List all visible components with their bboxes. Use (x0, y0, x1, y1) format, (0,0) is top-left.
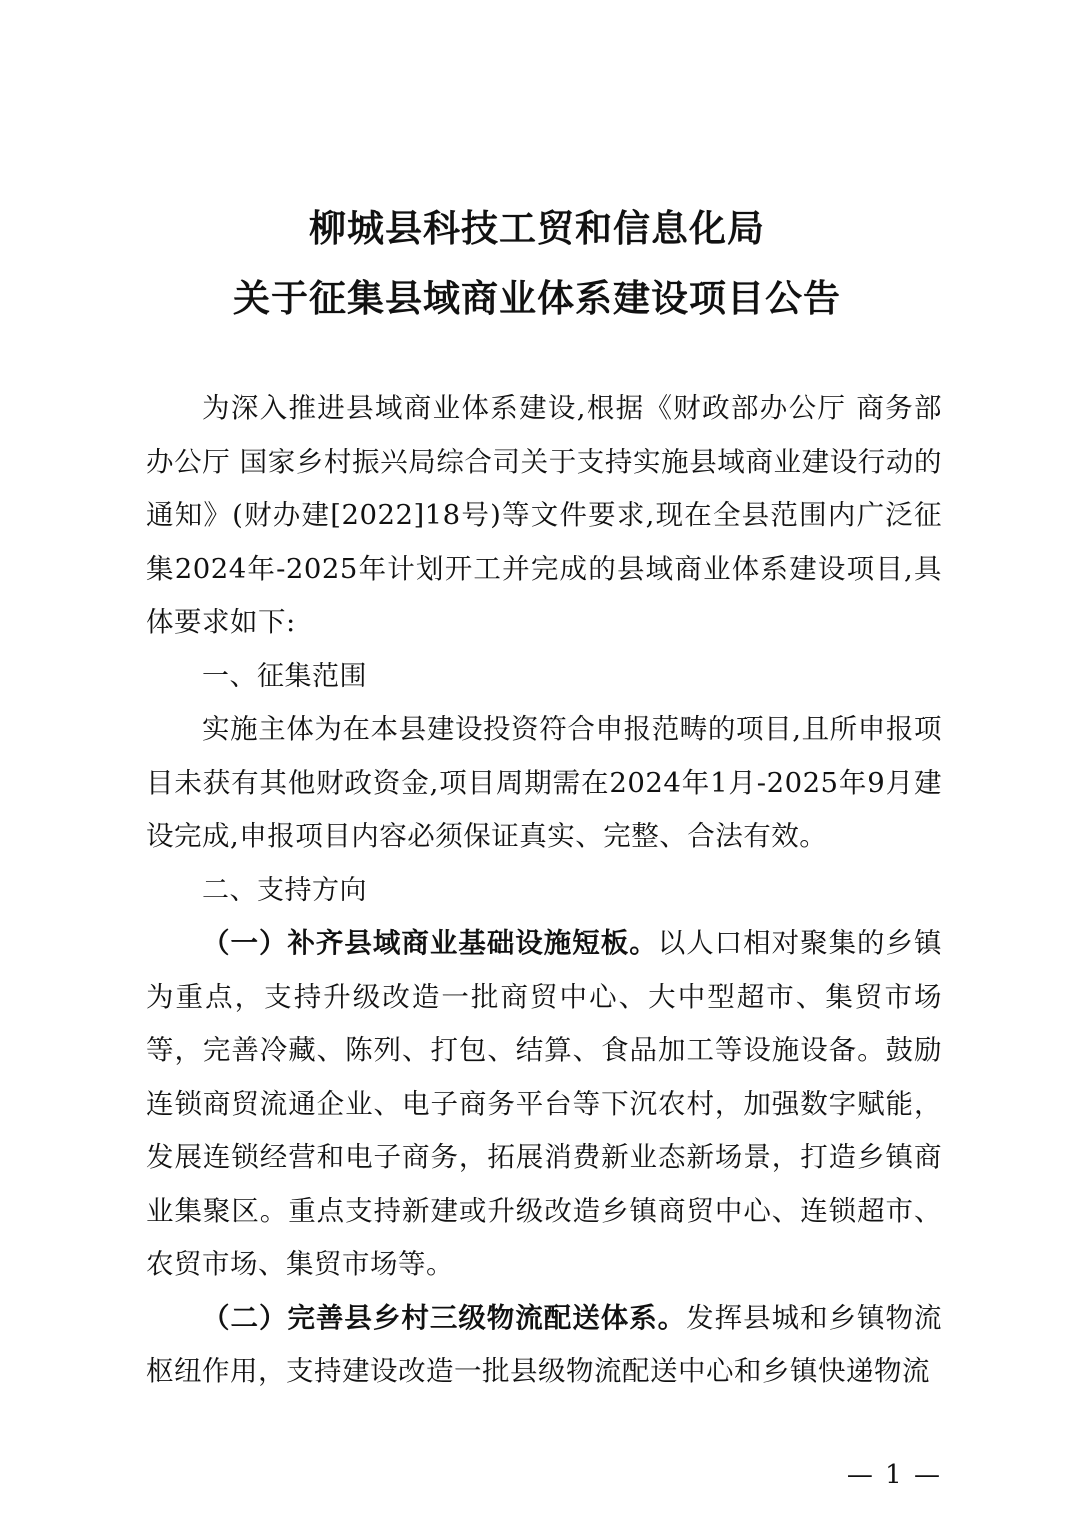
section-2-heading: 二、支持方向 (202, 874, 367, 906)
title-line-2: 关于征集县域商业体系建设项目公告 (233, 277, 841, 320)
item-2-text: 发挥县城和乡镇物流枢纽作用，支持建设改造一批县级物流配送中心和乡镇快递物流 (146, 1301, 943, 1387)
item-1-lead: （一）补齐县域商业基础设施短板。 (202, 927, 658, 959)
page-number: — 1 — (846, 1460, 942, 1490)
section-1-heading: 一、征集范围 (202, 660, 367, 692)
section-2-item-1 (146, 917, 942, 1292)
intro-paragraph: 为深入推进县域商业体系建设,根据《财政部办公厅 商务部办公厅 国家乡村振兴局综合司关于支持实施县域商业建设行动的通知》(财办建[2022]18号)等文件要求,现在全县范围内广泛征集2024年-2025年计划开工并完成的县域商业体系建设项目,具体要求如下: (146, 392, 942, 638)
section-2-item-2 (146, 1292, 942, 1399)
section-1-paragraph: 实施主体为在本县建设投资符合申报范畴的项目,且所申报项目未获有其他财政资金,项目周期需在2024年1月-2025年9月建设完成,申报项目内容必须保证真实、完整、合法有效。 (146, 713, 942, 852)
document-body (146, 382, 942, 1399)
item-2-lead: （二）完善县乡村三级物流配送体系。 (202, 1301, 687, 1334)
title-line-1: 柳城县科技工贸和信息化局 (309, 207, 765, 250)
item-1-text: 以人口相对聚集的乡镇为重点，支持升级改造一批商贸中心、大中型超市、集贸市场等，完善冷藏、陈列、打包、结算、食品加工等设施设备。鼓励连锁商贸流通企业、电子商务平台等下沉农村，加强数字赋能，发展连锁经营和电子商务，拓展消费新业态新场景，打造乡镇商业集聚区。重点支持新建或升级改造乡镇商贸中心、连锁超市、农贸市场、集贸市场等。 (146, 927, 943, 1280)
